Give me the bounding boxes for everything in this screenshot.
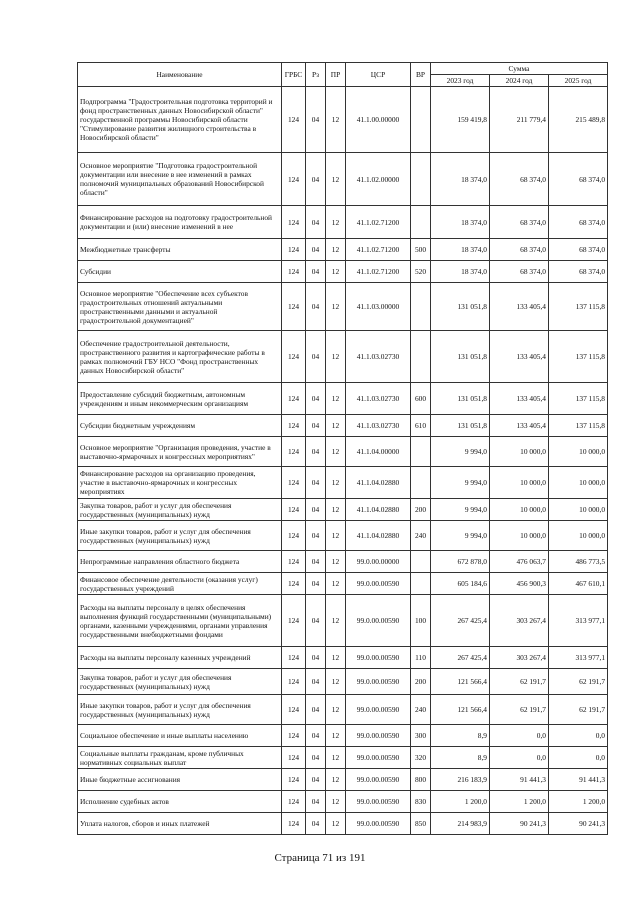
table-row <box>78 551 608 573</box>
cell-2025: 137 115,8 <box>549 415 608 437</box>
cell-grbs: 124 <box>282 87 306 153</box>
cell-2023: 605 184,6 <box>431 573 490 595</box>
cell-name: Субсидии бюджетным учреждениям <box>78 415 282 437</box>
cell-2025: 486 773,5 <box>549 551 608 573</box>
cell-name: Уплата налогов, сборов и иных платежей <box>78 813 282 835</box>
cell-2025: 0,0 <box>549 725 608 747</box>
cell-grbs: 124 <box>282 791 306 813</box>
cell-2025: 467 610,1 <box>549 573 608 595</box>
cell-2025: 313 977,1 <box>549 647 608 669</box>
cell-csr: 99.0.00.00590 <box>346 647 411 669</box>
cell-grbs: 124 <box>282 467 306 499</box>
cell-name: Закупка товаров, работ и услуг для обеспечения государственных (муниципальных) нужд <box>78 499 282 521</box>
cell-2024: 62 191,7 <box>490 695 549 725</box>
table-row <box>78 87 608 153</box>
cell-csr: 99.0.00.00590 <box>346 747 411 769</box>
table-row <box>78 331 608 383</box>
cell-grbs: 124 <box>282 283 306 331</box>
header-csr: ЦСР <box>346 63 411 87</box>
table-row <box>78 153 608 206</box>
table-row <box>78 647 608 669</box>
cell-pr: 12 <box>326 595 346 647</box>
header-grbs: ГРБС <box>282 63 306 87</box>
cell-csr: 99.0.00.00590 <box>346 669 411 695</box>
cell-2025: 215 489,8 <box>549 87 608 153</box>
cell-rz: 04 <box>306 647 326 669</box>
cell-2023: 9 994,0 <box>431 499 490 521</box>
cell-vr: 800 <box>411 769 431 791</box>
cell-2024: 68 374,0 <box>490 153 549 206</box>
cell-csr: 41.1.02.00000 <box>346 153 411 206</box>
cell-vr: 100 <box>411 595 431 647</box>
cell-pr: 12 <box>326 747 346 769</box>
cell-name: Финансовое обеспечение деятельности (оказания услуг) государственных учреждений <box>78 573 282 595</box>
cell-2023: 18 374,0 <box>431 206 490 239</box>
table-row <box>78 499 608 521</box>
cell-2024: 303 267,4 <box>490 647 549 669</box>
cell-grbs: 124 <box>282 521 306 551</box>
cell-name: Финансирование расходов на организацию проведения, участие в выставочно-ярмарочных и конгрессных мероприятиях <box>78 467 282 499</box>
cell-2023: 18 374,0 <box>431 153 490 206</box>
cell-pr: 12 <box>326 383 346 415</box>
cell-2024: 133 405,4 <box>490 415 549 437</box>
cell-pr: 12 <box>326 153 346 206</box>
cell-2023: 159 419,8 <box>431 87 490 153</box>
cell-name: Непрограммные направления областного бюджета <box>78 551 282 573</box>
cell-2023: 131 051,8 <box>431 331 490 383</box>
cell-pr: 12 <box>326 467 346 499</box>
cell-grbs: 124 <box>282 595 306 647</box>
cell-csr: 99.0.00.00590 <box>346 813 411 835</box>
table-row <box>78 521 608 551</box>
cell-2025: 68 374,0 <box>549 206 608 239</box>
cell-pr: 12 <box>326 87 346 153</box>
cell-2023: 131 051,8 <box>431 415 490 437</box>
cell-2024: 90 241,3 <box>490 813 549 835</box>
cell-2024: 10 000,0 <box>490 467 549 499</box>
cell-grbs: 124 <box>282 499 306 521</box>
header-rz: Рз <box>306 63 326 87</box>
cell-2024: 133 405,4 <box>490 283 549 331</box>
table-row <box>78 769 608 791</box>
header-name: Наименование <box>78 63 282 87</box>
cell-csr: 99.0.00.00000 <box>346 551 411 573</box>
cell-vr: 520 <box>411 261 431 283</box>
cell-2023: 8,9 <box>431 747 490 769</box>
cell-csr: 41.1.00.00000 <box>346 87 411 153</box>
cell-rz: 04 <box>306 595 326 647</box>
cell-rz: 04 <box>306 467 326 499</box>
cell-csr: 99.0.00.00590 <box>346 595 411 647</box>
cell-2024: 456 900,3 <box>490 573 549 595</box>
table-row <box>78 415 608 437</box>
header-vr: ВР <box>411 63 431 87</box>
cell-2023: 18 374,0 <box>431 261 490 283</box>
cell-grbs: 124 <box>282 725 306 747</box>
cell-csr: 41.1.03.02730 <box>346 331 411 383</box>
cell-2025: 10 000,0 <box>549 499 608 521</box>
cell-2024: 68 374,0 <box>490 261 549 283</box>
cell-csr: 41.1.04.00000 <box>346 437 411 467</box>
cell-2024: 10 000,0 <box>490 499 549 521</box>
table-row <box>78 261 608 283</box>
cell-vr: 320 <box>411 747 431 769</box>
cell-pr: 12 <box>326 499 346 521</box>
cell-grbs: 124 <box>282 647 306 669</box>
cell-vr: 500 <box>411 239 431 261</box>
cell-name: Обеспечение градостроительной деятельности, пространственного развития и картографические работы в рамках полномочий ГБУ НСО "Фонд пространственных данных Новосибирской области" <box>78 331 282 383</box>
cell-name: Расходы на выплаты персоналу в целях обеспечения выполнения функций государственными (муниципальными) органами, казенными учреждениями, органами управления государственными внебюджетными фондами <box>78 595 282 647</box>
cell-2024: 0,0 <box>490 747 549 769</box>
cell-grbs: 124 <box>282 415 306 437</box>
cell-csr: 41.1.02.71200 <box>346 261 411 283</box>
table-row <box>78 791 608 813</box>
cell-name: Закупка товаров, работ и услуг для обеспечения государственных (муниципальных) нужд <box>78 669 282 695</box>
cell-pr: 12 <box>326 725 346 747</box>
cell-vr: 200 <box>411 499 431 521</box>
cell-2025: 91 441,3 <box>549 769 608 791</box>
cell-2023: 18 374,0 <box>431 239 490 261</box>
cell-vr: 240 <box>411 521 431 551</box>
cell-name: Социальные выплаты гражданам, кроме публичных нормативных социальных выплат <box>78 747 282 769</box>
cell-2025: 68 374,0 <box>549 261 608 283</box>
cell-grbs: 124 <box>282 695 306 725</box>
header-sum: Сумма <box>431 63 608 75</box>
cell-vr <box>411 283 431 331</box>
cell-pr: 12 <box>326 239 346 261</box>
cell-rz: 04 <box>306 153 326 206</box>
cell-vr <box>411 573 431 595</box>
cell-name: Основное мероприятие "Организация проведения, участие в выставочно-ярмарочных и конгрессных мероприятиях" <box>78 437 282 467</box>
table-row <box>78 595 608 647</box>
cell-2023: 267 425,4 <box>431 647 490 669</box>
cell-pr: 12 <box>326 415 346 437</box>
cell-csr: 41.1.03.02730 <box>346 383 411 415</box>
cell-2023: 267 425,4 <box>431 595 490 647</box>
cell-pr: 12 <box>326 206 346 239</box>
cell-vr: 600 <box>411 383 431 415</box>
cell-2023: 8,9 <box>431 725 490 747</box>
cell-2024: 10 000,0 <box>490 521 549 551</box>
cell-name: Финансирование расходов на подготовку градостроительной документации и (или) внесение изменений в нее <box>78 206 282 239</box>
cell-2025: 62 191,7 <box>549 669 608 695</box>
cell-csr: 41.1.03.02730 <box>346 415 411 437</box>
cell-csr: 99.0.00.00590 <box>346 725 411 747</box>
table-row <box>78 467 608 499</box>
cell-grbs: 124 <box>282 769 306 791</box>
cell-rz: 04 <box>306 499 326 521</box>
cell-rz: 04 <box>306 725 326 747</box>
cell-csr: 99.0.00.00590 <box>346 769 411 791</box>
cell-name: Предоставление субсидий бюджетным, автономным учреждениям и иным некоммерческим организациям <box>78 383 282 415</box>
header-2023: 2023 год <box>431 75 490 87</box>
cell-rz: 04 <box>306 261 326 283</box>
table-row <box>78 383 608 415</box>
page-number: Страница 71 из 191 <box>274 852 366 864</box>
cell-2025: 10 000,0 <box>549 467 608 499</box>
cell-vr <box>411 437 431 467</box>
cell-vr <box>411 87 431 153</box>
cell-2025: 10 000,0 <box>549 521 608 551</box>
cell-name: Иные бюджетные ассигнования <box>78 769 282 791</box>
table-row <box>78 813 608 835</box>
cell-2025: 10 000,0 <box>549 437 608 467</box>
table-row <box>78 239 608 261</box>
cell-pr: 12 <box>326 791 346 813</box>
cell-rz: 04 <box>306 573 326 595</box>
cell-2025: 1 200,0 <box>549 791 608 813</box>
cell-2023: 214 983,9 <box>431 813 490 835</box>
cell-2023: 9 994,0 <box>431 437 490 467</box>
cell-vr: 830 <box>411 791 431 813</box>
cell-2024: 68 374,0 <box>490 206 549 239</box>
table-row <box>78 725 608 747</box>
cell-grbs: 124 <box>282 206 306 239</box>
cell-csr: 41.1.02.71200 <box>346 206 411 239</box>
cell-2025: 68 374,0 <box>549 153 608 206</box>
cell-csr: 99.0.00.00590 <box>346 695 411 725</box>
cell-2023: 131 051,8 <box>431 283 490 331</box>
cell-2025: 137 115,8 <box>549 383 608 415</box>
cell-grbs: 124 <box>282 153 306 206</box>
cell-rz: 04 <box>306 813 326 835</box>
cell-pr: 12 <box>326 669 346 695</box>
cell-rz: 04 <box>306 239 326 261</box>
cell-name: Иные закупки товаров, работ и услуг для обеспечения государственных (муниципальных) нужд <box>78 521 282 551</box>
cell-pr: 12 <box>326 261 346 283</box>
cell-2023: 216 183,9 <box>431 769 490 791</box>
cell-2024: 133 405,4 <box>490 331 549 383</box>
cell-csr: 99.0.00.00590 <box>346 791 411 813</box>
table-row <box>78 437 608 467</box>
cell-pr: 12 <box>326 769 346 791</box>
cell-rz: 04 <box>306 383 326 415</box>
cell-vr <box>411 551 431 573</box>
cell-rz: 04 <box>306 87 326 153</box>
cell-csr: 41.1.04.02880 <box>346 521 411 551</box>
cell-2025: 62 191,7 <box>549 695 608 725</box>
cell-rz: 04 <box>306 791 326 813</box>
cell-rz: 04 <box>306 206 326 239</box>
table-row <box>78 747 608 769</box>
cell-grbs: 124 <box>282 747 306 769</box>
cell-2024: 68 374,0 <box>490 239 549 261</box>
cell-2024: 476 063,7 <box>490 551 549 573</box>
cell-name: Социальное обеспечение и иные выплаты населению <box>78 725 282 747</box>
cell-csr: 41.1.03.00000 <box>346 283 411 331</box>
cell-pr: 12 <box>326 695 346 725</box>
cell-vr <box>411 467 431 499</box>
cell-rz: 04 <box>306 695 326 725</box>
cell-pr: 12 <box>326 437 346 467</box>
cell-name: Межбюджетные трансферты <box>78 239 282 261</box>
table-row <box>78 206 608 239</box>
cell-2023: 9 994,0 <box>431 521 490 551</box>
cell-pr: 12 <box>326 521 346 551</box>
cell-grbs: 124 <box>282 437 306 467</box>
table-row <box>78 695 608 725</box>
cell-2023: 1 200,0 <box>431 791 490 813</box>
cell-grbs: 124 <box>282 551 306 573</box>
cell-name: Подпрограмма "Градостроительная подготовка территорий и фонд пространственных данных Новосибирской области" государственной программы Новосибирской области "Стимулирование развития жилищного строительства в Новосибирской области" <box>78 87 282 153</box>
cell-vr <box>411 206 431 239</box>
cell-rz: 04 <box>306 283 326 331</box>
cell-2024: 133 405,4 <box>490 383 549 415</box>
cell-grbs: 124 <box>282 239 306 261</box>
cell-vr <box>411 153 431 206</box>
cell-vr: 240 <box>411 695 431 725</box>
cell-vr: 610 <box>411 415 431 437</box>
cell-rz: 04 <box>306 437 326 467</box>
cell-2024: 1 200,0 <box>490 791 549 813</box>
cell-2023: 672 878,0 <box>431 551 490 573</box>
cell-2023: 121 566,4 <box>431 695 490 725</box>
table-row <box>78 669 608 695</box>
cell-2023: 131 051,8 <box>431 383 490 415</box>
cell-grbs: 124 <box>282 331 306 383</box>
cell-pr: 12 <box>326 551 346 573</box>
cell-2025: 137 115,8 <box>549 283 608 331</box>
cell-2025: 0,0 <box>549 747 608 769</box>
cell-2023: 121 566,4 <box>431 669 490 695</box>
cell-rz: 04 <box>306 415 326 437</box>
header-2025: 2025 год <box>549 75 608 87</box>
cell-2024: 91 441,3 <box>490 769 549 791</box>
cell-grbs: 124 <box>282 261 306 283</box>
budget-table <box>77 62 608 835</box>
cell-pr: 12 <box>326 813 346 835</box>
cell-vr: 850 <box>411 813 431 835</box>
cell-2024: 10 000,0 <box>490 437 549 467</box>
cell-pr: 12 <box>326 283 346 331</box>
cell-2025: 137 115,8 <box>549 331 608 383</box>
cell-2024: 0,0 <box>490 725 549 747</box>
cell-vr <box>411 331 431 383</box>
cell-vr: 110 <box>411 647 431 669</box>
cell-csr: 99.0.00.00590 <box>346 573 411 595</box>
header-pr: ПР <box>326 63 346 87</box>
cell-2025: 313 977,1 <box>549 595 608 647</box>
header-2024: 2024 год <box>490 75 549 87</box>
cell-name: Субсидии <box>78 261 282 283</box>
cell-pr: 12 <box>326 573 346 595</box>
cell-rz: 04 <box>306 551 326 573</box>
cell-name: Основное мероприятие "Обеспечение всех субъектов градостроительных отношений актуальными пространственными данными и актуальной градостроительной документацией" <box>78 283 282 331</box>
cell-rz: 04 <box>306 747 326 769</box>
cell-csr: 41.1.04.02880 <box>346 467 411 499</box>
cell-vr: 200 <box>411 669 431 695</box>
cell-name: Основное мероприятие "Подготовка градостроительной документации или внесение в нее изменений в рамках полномочий муниципальных образований Новосибирской области" <box>78 153 282 206</box>
cell-2024: 303 267,4 <box>490 595 549 647</box>
cell-2024: 211 779,4 <box>490 87 549 153</box>
cell-name: Расходы на выплаты персоналу казенных учреждений <box>78 647 282 669</box>
cell-pr: 12 <box>326 331 346 383</box>
cell-grbs: 124 <box>282 813 306 835</box>
table-row <box>78 283 608 331</box>
cell-grbs: 124 <box>282 383 306 415</box>
cell-2023: 9 994,0 <box>431 467 490 499</box>
cell-2024: 62 191,7 <box>490 669 549 695</box>
cell-grbs: 124 <box>282 669 306 695</box>
cell-vr: 300 <box>411 725 431 747</box>
cell-rz: 04 <box>306 331 326 383</box>
cell-csr: 41.1.04.02880 <box>346 499 411 521</box>
cell-2025: 90 241,3 <box>549 813 608 835</box>
cell-rz: 04 <box>306 521 326 551</box>
cell-rz: 04 <box>306 669 326 695</box>
cell-name: Исполнение судебных актов <box>78 791 282 813</box>
cell-grbs: 124 <box>282 573 306 595</box>
table-body <box>78 87 608 835</box>
cell-pr: 12 <box>326 647 346 669</box>
cell-csr: 41.1.02.71200 <box>346 239 411 261</box>
cell-2025: 68 374,0 <box>549 239 608 261</box>
cell-name: Иные закупки товаров, работ и услуг для обеспечения государственных (муниципальных) нужд <box>78 695 282 725</box>
table-row <box>78 573 608 595</box>
cell-rz: 04 <box>306 769 326 791</box>
